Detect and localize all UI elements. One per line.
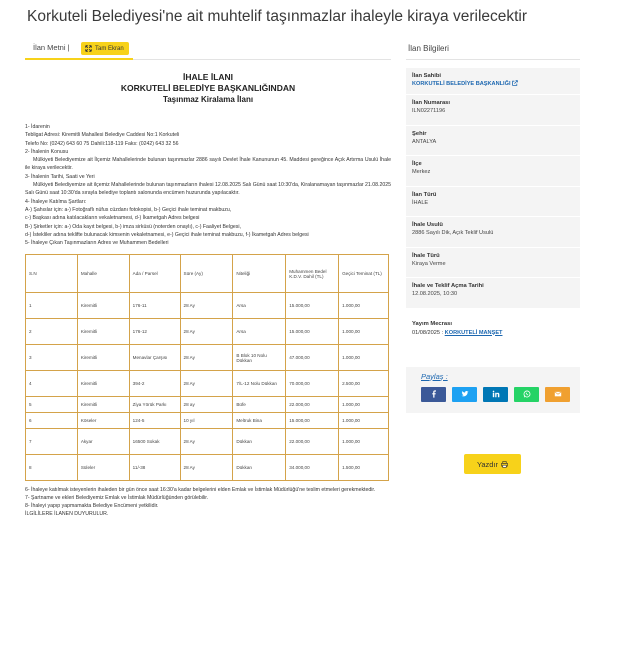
- table-cell: 2: [26, 319, 78, 345]
- doc-line: A-) Şahıslar için: a-) Fotoğraflı nüfus cüzdanı fotokopisi, b-) Geçici ihale teminat makbuzu,: [25, 206, 232, 213]
- print-button[interactable]: [464, 454, 521, 474]
- doc-line: Tebligat Adresi: Kiremitli Mahallesi Belediye Caddesi No:1 Korkuteli: [25, 132, 180, 139]
- doc-line: 2- İhalenin Konusu: [25, 148, 69, 155]
- fullscreen-button[interactable]: [81, 42, 129, 55]
- table-cell: Kiremitli: [77, 345, 129, 371]
- table-cell: 5: [26, 397, 78, 413]
- info-tender-method: [406, 217, 580, 247]
- table-cell: Menavlar Çarşısı: [129, 345, 180, 371]
- publication-date: 01/08/2025 :: [412, 329, 444, 336]
- info-value: Merkez: [412, 169, 431, 175]
- share-buttons: [421, 387, 570, 402]
- share-email-button[interactable]: [545, 387, 570, 402]
- info-tender-date: [406, 278, 580, 308]
- table-cell: Süleler: [77, 455, 129, 481]
- info-label: İhale Türü: [412, 252, 440, 259]
- table-cell: 70.000,00: [286, 371, 339, 397]
- info-value: 12.08.2025, 10:30: [412, 291, 458, 297]
- col-header: S.N: [26, 255, 78, 293]
- tab-active-indicator: [25, 58, 133, 60]
- table-cell: 1.500,00: [339, 455, 389, 481]
- info-tender-type: [406, 248, 580, 278]
- table-row: [26, 455, 389, 481]
- table-cell: 34.000,00: [286, 455, 339, 481]
- col-header: Geçici Teminat (TL): [339, 255, 389, 293]
- table-cell: Meltruk Bina: [233, 413, 286, 429]
- document-heading: [25, 72, 391, 105]
- linkedin-icon: [492, 390, 500, 398]
- col-header: Ada / Parsel: [129, 255, 180, 293]
- table-cell: 10 yıl: [180, 413, 233, 429]
- table-cell: 28 Ay: [180, 371, 233, 397]
- table-cell: 28 Ay: [180, 345, 233, 371]
- table-cell: 28 Ay: [180, 455, 233, 481]
- info-value: Kiraya Verme: [412, 260, 446, 267]
- publication-value: [412, 329, 580, 337]
- info-city: [406, 126, 580, 156]
- table-cell: 11/-38: [129, 455, 180, 481]
- table-cell: 28 Ay: [180, 319, 233, 345]
- info-district: [406, 156, 580, 186]
- tab-listing-text[interactable]: İlan Metni |: [33, 43, 70, 52]
- table-cell: Dükkan: [233, 455, 286, 481]
- publication-label: Yayım Mecrası: [412, 320, 452, 327]
- table-cell: 8: [26, 455, 78, 481]
- table-cell: 1.000,00: [339, 345, 389, 371]
- twitter-icon: [461, 390, 469, 398]
- table-cell: 1.000,00: [339, 293, 389, 319]
- table-row: [26, 319, 389, 345]
- share-facebook-button[interactable]: [421, 387, 446, 402]
- table-cell: 28 ay: [180, 397, 233, 413]
- col-header: Muhammen Bedel K.D.V. Dahil (TL): [286, 255, 339, 293]
- document-footer: [25, 487, 391, 518]
- owner-link[interactable]: KORKUTELİ BELEDİYE BAŞKANLIĞI: [412, 80, 574, 88]
- printer-icon: [501, 461, 508, 468]
- table-cell: Kiremitli: [77, 397, 129, 413]
- table-cell: 3: [26, 345, 78, 371]
- table-cell: Kiremitli: [77, 319, 129, 345]
- table-cell: 28 Ay: [180, 293, 233, 319]
- doc-line: 6- İhaleye katılmak isteyenlerin ihaleden bir gün önce saat 16:30'a kadar belgelerini elden Emlak ve İstimlak Müdürlüğü'ne teslim etmeleri gerekmektedir.: [25, 487, 376, 494]
- info-label: İlan Türü: [412, 191, 437, 198]
- table-cell: 16500 Sokak: [129, 429, 180, 455]
- document-body: [25, 123, 391, 247]
- table-cell: 15.000,00: [286, 413, 339, 429]
- table-cell: Kiremitli: [77, 293, 129, 319]
- col-header: Süre (Ay): [180, 255, 233, 293]
- table-row: [26, 397, 389, 413]
- table-cell: Arsa: [233, 319, 286, 345]
- table-row: [26, 293, 389, 319]
- table-cell: Akyar: [77, 429, 129, 455]
- table-cell: 7/L-12 Nolu Dükkan: [233, 371, 286, 397]
- table-cell: 1.000,00: [339, 429, 389, 455]
- table-cell: Ziya Yörük Parkı: [129, 397, 180, 413]
- listing-text-panel: [25, 40, 391, 519]
- doc-line: B-) Şirketler için: a-) Oda kayıt belgesi, b-) imza sirküsü (noterden onaylı), c-) Faaliyet Belgesi,: [25, 223, 241, 230]
- info-listing-number: [406, 95, 580, 125]
- col-header: Mahalle: [77, 255, 129, 293]
- doc-line: d-) İstekliler adına teklifte bulunacak kimsenin vekaletnamesi, e-) Geçici ihale teminat makbuzu, f-) İkametgah Adres belgesi: [25, 231, 309, 238]
- doc-line: 1- İdarenin: [25, 124, 50, 130]
- doc-line: 5- İhaleye Çıkan Taşınmazların Adres ve Muhammen Bedelleri: [25, 240, 169, 247]
- table-cell: B Blok 10 Nolu Dükkan: [233, 345, 286, 371]
- info-label: İlan Sahibi: [412, 73, 441, 79]
- table-row: [26, 371, 389, 397]
- table-cell: 394-2: [129, 371, 180, 397]
- table-cell: Arsa: [233, 293, 286, 319]
- heading-municipality: KORKUTELİ BELEDİYE BAŞKANLIĞINDAN: [120, 83, 296, 93]
- table-cell: 15.000,00: [286, 293, 339, 319]
- heading-lease-notice: Taşınmaz Kiralama İlanı: [162, 95, 254, 104]
- expand-icon: [85, 45, 92, 52]
- facebook-icon: [430, 390, 438, 398]
- page-title: Korkuteli Belediyesi'ne ait muhtelif taşınmazlar ihaleyle kiraya verilecektir: [27, 8, 528, 25]
- share-label: Paylaş :: [421, 371, 448, 381]
- share-panel: [406, 367, 580, 413]
- info-label: İlçe: [412, 161, 422, 167]
- table-cell: 7: [26, 429, 78, 455]
- sidebar-title: İlan Bilgileri: [406, 40, 580, 60]
- table-cell: 1: [26, 293, 78, 319]
- table-row: [26, 413, 389, 429]
- heading-tender-notice: İHALE İLANI: [182, 72, 234, 82]
- external-link-icon: [512, 80, 518, 86]
- table-cell: 22.000,00: [286, 397, 339, 413]
- info-value: İHALE: [412, 199, 429, 206]
- doc-line: İLGİLİLERE İLANEN DUYURULUR.: [25, 510, 109, 517]
- info-listing-type: [406, 187, 580, 217]
- table-cell: 1.000,00: [339, 397, 389, 413]
- fullscreen-label: Tam Ekran: [95, 45, 124, 52]
- table-cell: 22.000,00: [286, 429, 339, 455]
- table-cell: 1.000,00: [339, 413, 389, 429]
- col-header: Niteliği: [233, 255, 286, 293]
- mail-icon: [554, 390, 562, 398]
- table-cell: Büfe: [233, 397, 286, 413]
- doc-line: Mülkiyeti Belediyemize ait İlçemiz Mahallelerinde bulunan taşınmazlar 2886 sayılı Devlet İhale Kanununun 45. Maddesi gereğince Açık Artırma Usulü İhale ile kiraya verilecektir.: [25, 157, 391, 172]
- table-cell: 124-5: [129, 413, 180, 429]
- doc-line: 3- İhalenin Tarihi, Saati ve Yeri: [25, 173, 95, 180]
- table-cell: Dükkan: [233, 429, 286, 455]
- table-cell: 1.000,00: [339, 319, 389, 345]
- table-cell: 28 Ay: [180, 429, 233, 455]
- table-cell: 6: [26, 413, 78, 429]
- table-cell: Kiremitli: [77, 371, 129, 397]
- table-cell: Köseler: [77, 413, 129, 429]
- table-row: [26, 345, 389, 371]
- info-owner: [406, 68, 580, 94]
- doc-line: Mülkiyeti Belediyemize ait ilçemiz Mahallelerinde bulunan taşınmazların ihalesi 12.08.2025 Salı Günü saat 10:30'da, Kiralanamayan taşınmazlar 21.08.2025 Salı Günü saat 10:30'da sırayla belediye toplantı salonunda encümen huzurunda yapılacaktır.: [25, 182, 391, 197]
- info-label: İhale Usulü: [412, 222, 443, 228]
- table-cell: 2.500,00: [339, 371, 389, 397]
- share-linkedin-button[interactable]: [483, 387, 508, 402]
- print-label: Yazdır: [476, 459, 499, 469]
- table-cell: 47.000,00: [286, 345, 339, 371]
- publication-outlet-link[interactable]: KORKUTELİ MANŞET: [444, 329, 503, 336]
- property-table: [25, 254, 389, 481]
- share-twitter-button[interactable]: [452, 387, 477, 402]
- doc-line: 7- Şartname ve ekleri Belediyemiz Emlak ve İstimlak Müdürlüğünden görülebilir.: [25, 495, 209, 502]
- doc-line: c-) Başkası adına katılacakların vekaletnamesi, d-) İkametgah Adres belgesi: [25, 215, 200, 222]
- table-cell: 176-11: [129, 293, 180, 319]
- table-row: [26, 429, 389, 455]
- info-label: İhale ve Teklif Açma Tarihi: [412, 283, 484, 289]
- table-header-row: [26, 255, 389, 293]
- table-cell: 176-12: [129, 319, 180, 345]
- doc-line: 4- İhaleye Katılma Şartları:: [25, 198, 87, 205]
- table-cell: 4: [26, 371, 78, 397]
- tab-bar: [25, 40, 391, 60]
- whatsapp-icon: [523, 390, 531, 398]
- share-whatsapp-button[interactable]: [514, 387, 539, 402]
- info-label: Şehir: [412, 130, 427, 137]
- info-value: ILN02271196: [412, 108, 446, 114]
- info-label: İlan Numarası: [412, 100, 451, 106]
- doc-line: Telefo No: (0242) 643 60 75 Dahili:118-119 Faks: (0242) 643 32 56: [25, 140, 179, 147]
- table-cell: 15.000,00: [286, 319, 339, 345]
- info-value: ANTALYA: [412, 138, 437, 145]
- listing-info-sidebar: [406, 40, 580, 469]
- doc-line: 8- İhaleyi yapıp yapmamakta Belediye Encümeni yetkilidir.: [25, 503, 159, 510]
- info-value: 2886 Sayılı Dik, Açık Teklif Usulü: [412, 230, 494, 236]
- publication-info: [406, 320, 580, 337]
